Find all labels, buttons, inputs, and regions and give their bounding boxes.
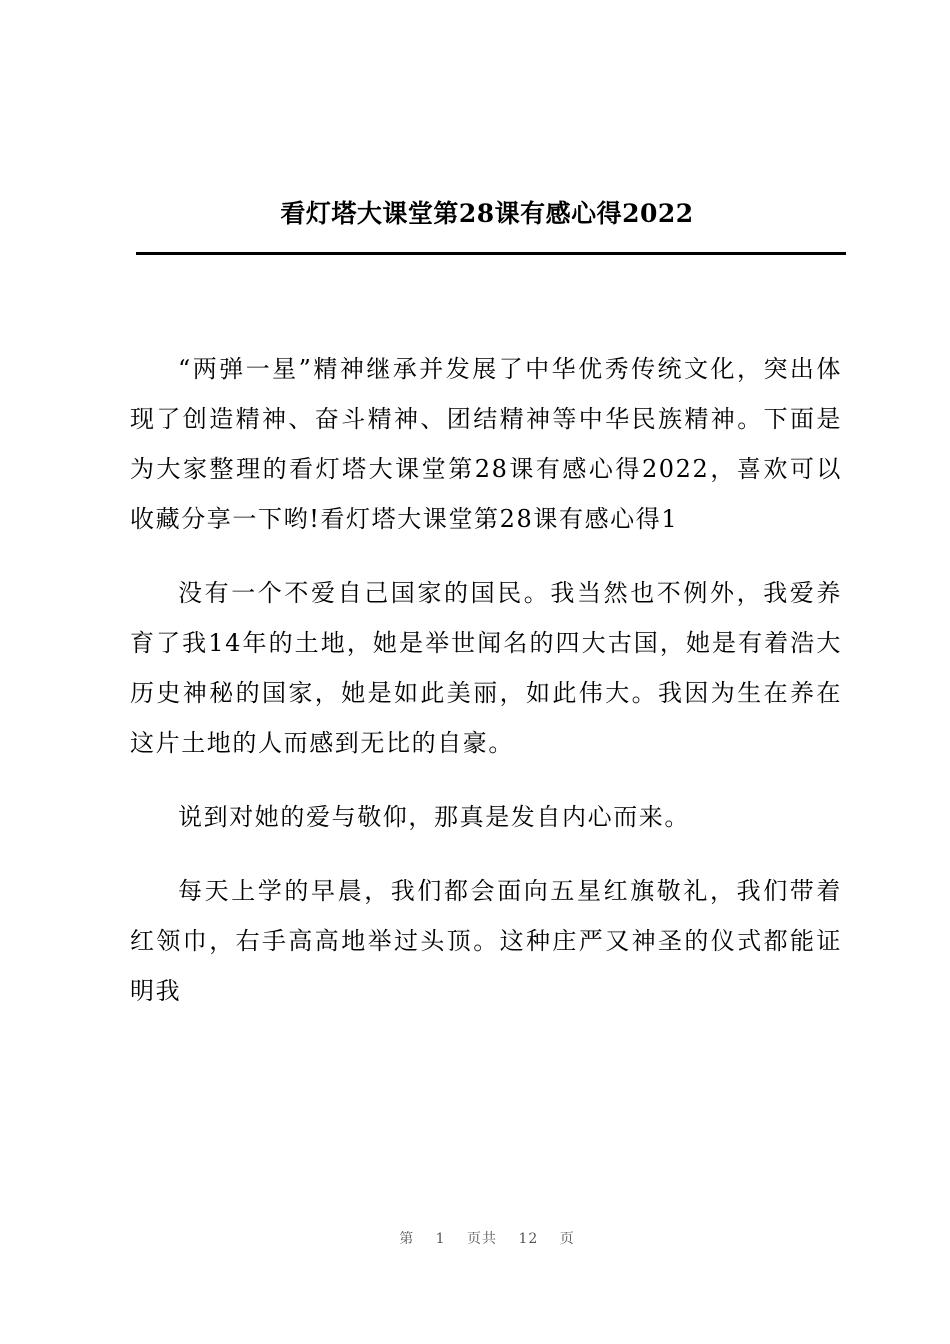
paragraph: “两弹一星”精神继承并发展了中华优秀传统文化，突出体现了创造精神、奋斗精神、团结精神等中华民族精神。下面是为大家整理的看灯塔大课堂第28课有感心得2022，喜欢可以收藏分享一下哟!看灯塔大课堂第28课有感心得1	[130, 355, 842, 533]
title-underline	[136, 252, 846, 255]
footer-page-number: 1	[435, 1231, 446, 1247]
document-title: 看灯塔大课堂第28课有感心得2022	[280, 199, 694, 228]
footer-suffix: 页	[559, 1231, 575, 1247]
document-body	[130, 344, 842, 1040]
paragraph: 没有一个不爱自己国家的国民。我当然也不例外，我爱养育了我14年的土地，她是举世闻名的四大古国，她是有着浩大历史神秘的国家，她是如此美丽，如此伟大。我因为生在养在这片土地的人而感到无比的自豪。	[130, 579, 842, 757]
footer-middle: 页共	[467, 1231, 498, 1247]
page-footer	[0, 1229, 950, 1249]
paragraph: 说到对她的爱与敬仰，那真是发自内心而来。	[178, 803, 690, 831]
paragraph: 每天上学的早晨，我们都会面向五星红旗敬礼，我们带着红领巾，右手高高地举过头顶。这种庄严又神圣的仪式都能证明我	[130, 877, 842, 1005]
footer-prefix: 第	[399, 1231, 415, 1247]
footer-total-pages: 12	[518, 1231, 539, 1247]
